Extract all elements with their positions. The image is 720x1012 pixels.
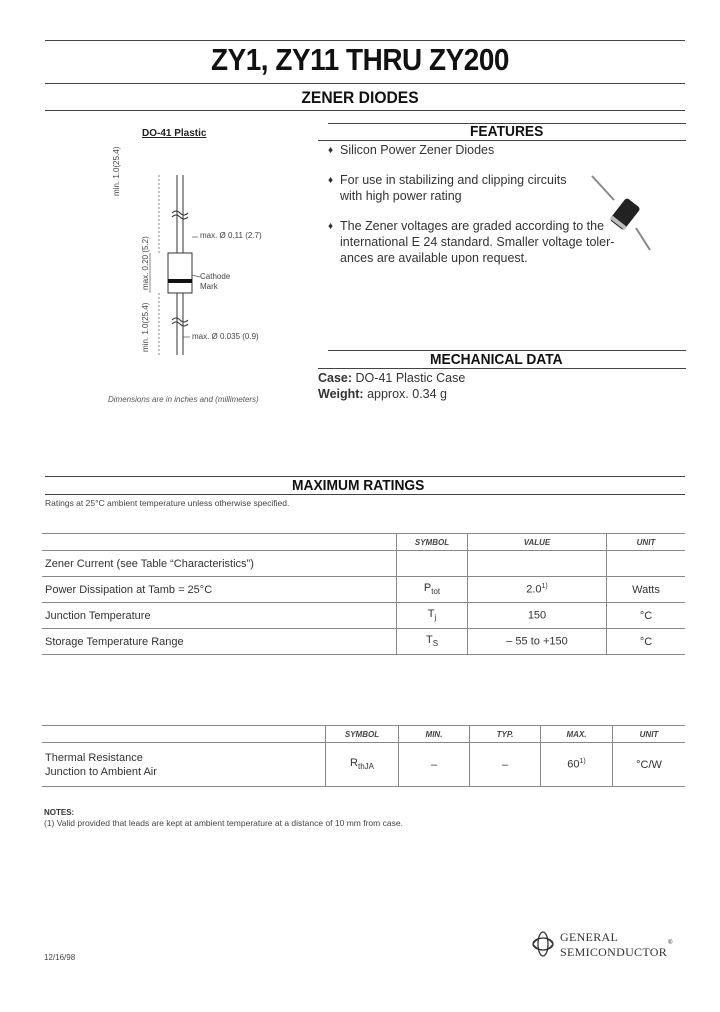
table-row — [42, 603, 685, 629]
table-row — [42, 629, 685, 655]
feature-2-line2: with high power rating — [340, 189, 462, 203]
row-symbol: $T_S$ — [397, 629, 468, 655]
thermal-label-line2: Junction to Ambient Air — [45, 765, 157, 778]
thermal-header-label — [42, 726, 326, 743]
thermal-label — [42, 743, 326, 787]
row-value: 2.0$^{1)}$ — [468, 577, 607, 603]
thermal-header-symbol: SYMBOL — [326, 726, 399, 743]
row-label: Zener Current (see Table “Characteristics”) — [42, 551, 397, 577]
title-rule — [45, 83, 685, 84]
thermal-typ: – — [470, 743, 541, 787]
ratings-rule-bottom — [45, 494, 685, 495]
ratings-table — [42, 533, 685, 655]
row-value — [468, 551, 607, 577]
row-label: Storage Temperature Range — [42, 629, 397, 655]
weight-row — [318, 386, 447, 402]
row-unit — [607, 551, 686, 577]
case-row — [318, 370, 465, 386]
thermal-header-min: MIN. — [399, 726, 470, 743]
bullet-2: ♦ — [328, 175, 334, 186]
table-row — [42, 577, 685, 603]
ratings-header-value: VALUE — [468, 534, 607, 551]
thermal-label-line1: Thermal Resistance — [45, 751, 143, 764]
bullet-3: ♦ — [328, 221, 334, 232]
thermal-table — [42, 725, 685, 787]
ratings-note: Ratings at 25°C ambient temperature unless otherwise specified. — [45, 498, 290, 508]
thermal-symbol: $R_{thJA}$ — [326, 743, 399, 787]
row-label: Junction Temperature — [42, 603, 397, 629]
thermal-header-max: MAX. — [541, 726, 613, 743]
row-unit: Watts — [607, 577, 686, 603]
table-row — [42, 743, 685, 787]
package-outline-drawing — [130, 165, 280, 355]
row-unit: °C — [607, 603, 686, 629]
row-unit: °C — [607, 629, 686, 655]
thermal-max: 60$^{1)}$ — [541, 743, 613, 787]
dim-bottom-lead: min. 1.0(25.4) — [141, 302, 150, 352]
ratings-header-unit: UNIT — [607, 534, 686, 551]
cathode-label-2: Mark — [200, 282, 218, 291]
features-title: FEATURES — [470, 123, 544, 140]
page-title: ZY1, ZY11 THRU ZY200 — [210, 42, 510, 77]
row-symbol: $T_j$ — [397, 603, 468, 629]
feature-3-line2: international E 24 standard. Smaller voltage toler- — [340, 235, 615, 249]
ratings-header-label — [42, 534, 397, 551]
thermal-header-unit: UNIT — [613, 726, 686, 743]
feature-1-line1: Silicon Power Zener Diodes — [340, 143, 495, 157]
row-label: Power Dissipation at Tamb = 25°C — [42, 577, 397, 603]
dim-body-length: max. 0.20 (5.2) — [141, 236, 150, 290]
features-rule-bottom — [318, 140, 686, 141]
subtitle-rule — [45, 110, 685, 111]
top-rule — [45, 40, 685, 41]
ratings-title: MAXIMUM RATINGS — [292, 477, 425, 494]
note-1: (1) Valid provided that leads are kept at ambient temperature at a distance of 10 mm from case. — [44, 818, 403, 828]
thermal-min: – — [399, 743, 470, 787]
thermal-unit: °C/W — [613, 743, 686, 787]
case-label: Case: — [318, 371, 353, 385]
document-date: 12/16/98 — [44, 953, 76, 962]
thermal-header-typ: TYP. — [470, 726, 541, 743]
general-semiconductor-logo-icon — [528, 928, 558, 960]
row-symbol: $P_{tot}$ — [397, 577, 468, 603]
row-symbol — [397, 551, 468, 577]
brand-line-1: GENERAL — [560, 930, 619, 944]
mechanical-title: MECHANICAL DATA — [430, 351, 563, 368]
thermal-header-row — [42, 726, 685, 743]
row-value: – 55 to +150 — [468, 629, 607, 655]
weight-value: approx. 0.34 g — [367, 387, 447, 401]
dim-body-diameter: max. Ø 0.11 (2.7) — [200, 231, 262, 240]
weight-label: Weight: — [318, 387, 364, 401]
brand-line-2: SEMICONDUCTOR — [560, 945, 668, 959]
mechanical-rule-bottom — [318, 368, 686, 369]
row-value: 150 — [468, 603, 607, 629]
feature-3-line3: ances are available upon request. — [340, 251, 528, 265]
dim-top-lead: min. 1.0(25.4) — [112, 146, 121, 196]
diode-illustration — [588, 170, 653, 255]
feature-3-line1: The Zener voltages are graded according to the — [340, 219, 605, 233]
dimension-footnote: Dimensions are in inches and (millimeters) — [108, 395, 259, 404]
package-name: DO-41 Plastic — [142, 128, 207, 139]
registered-mark: ® — [668, 940, 673, 946]
feature-2-line1: For use in stabilizing and clipping circuits — [340, 173, 567, 187]
ratings-header-symbol: SYMBOL — [397, 534, 468, 551]
dim-lead-diameter: max. Ø 0.035 (0.9) — [192, 332, 259, 341]
table-row — [42, 551, 685, 577]
bullet-1: ♦ — [328, 145, 334, 156]
case-value: DO-41 Plastic Case — [355, 371, 466, 385]
notes-title: NOTES: — [44, 808, 75, 817]
page-subtitle: ZENER DIODES — [301, 88, 419, 107]
ratings-header-row — [42, 534, 685, 551]
cathode-label-1: Cathode — [200, 272, 231, 281]
